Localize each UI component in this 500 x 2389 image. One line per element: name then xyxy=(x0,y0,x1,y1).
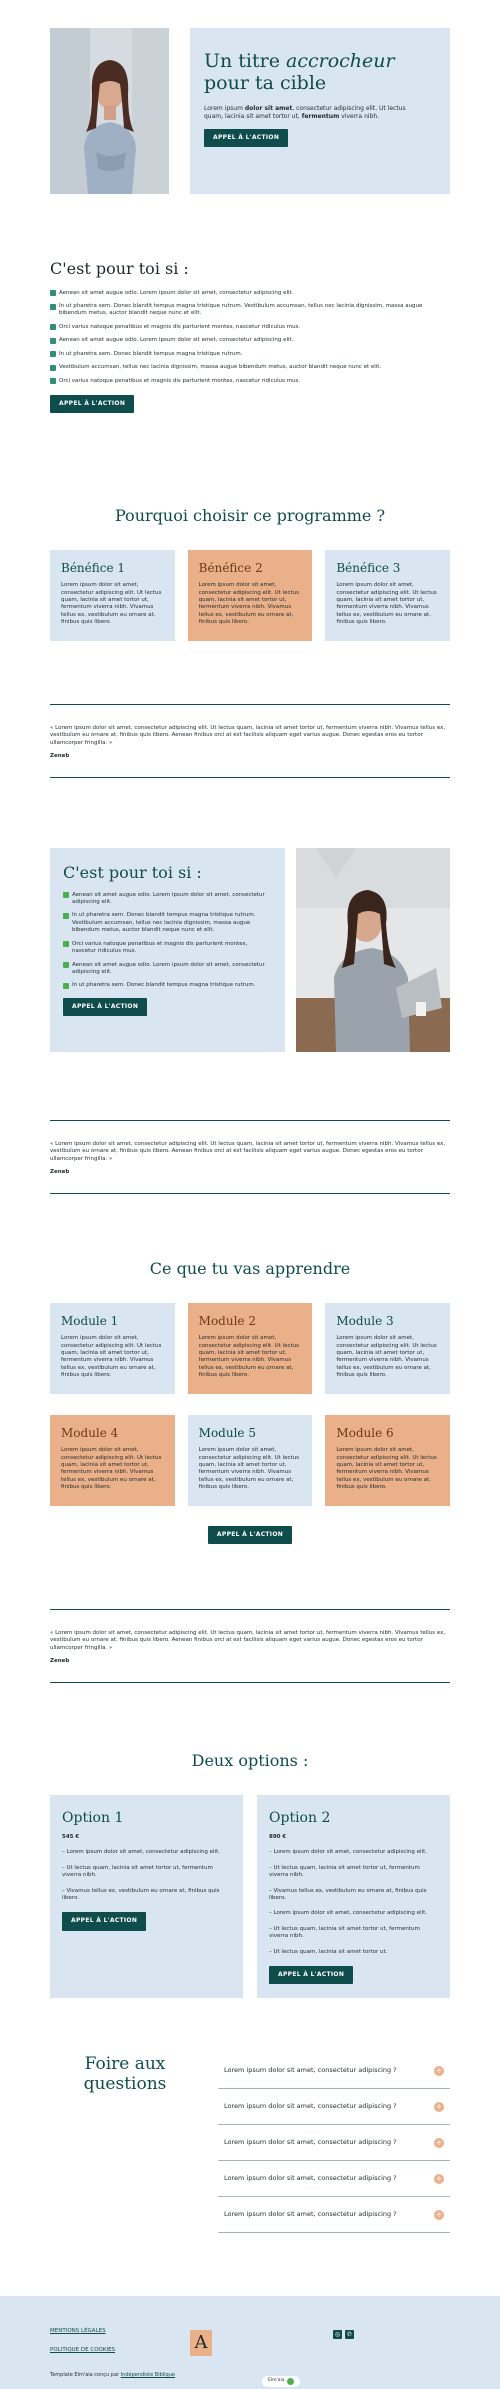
checklist-item xyxy=(50,364,450,371)
testimonial-2 xyxy=(50,1120,450,1194)
for-you-2-list xyxy=(63,892,272,990)
benefit-text: Lorem ipsum dolor sit amet, consectetur adipiscing elit. Ut lectus quam, lacinia sit amet tortor ut, fermentum viverra nibh. Vivamus tellus ex, vestibulum eu ornare at, finibus quis libero. xyxy=(336,582,437,626)
module-card xyxy=(50,1303,175,1394)
checklist-item xyxy=(63,982,272,989)
modules-row xyxy=(50,1303,450,1394)
woman-laptop-image xyxy=(296,848,450,1052)
plus-icon[interactable]: + xyxy=(435,2101,443,2111)
checkbox-icon xyxy=(50,378,56,384)
checklist-item xyxy=(63,941,272,956)
module-card xyxy=(325,1415,450,1506)
learn-cta-wrap xyxy=(50,1526,450,1544)
checklist-item xyxy=(63,962,272,977)
for-you-title: C'est pour toi si : xyxy=(50,259,189,278)
checklist-item xyxy=(63,892,272,907)
for-you-cta-button[interactable]: APPEL À L'ACTION xyxy=(50,395,134,413)
option-feature: – Ut lectus quam, lacinia sit amet tortor ut, fermentum viverra nibh. xyxy=(62,1864,213,1879)
faq-title-wrap xyxy=(50,2054,200,2095)
plus-icon[interactable]: + xyxy=(435,2173,443,2183)
module-title: Module 1 xyxy=(61,1314,119,1328)
option-feature: – Ut lectus quam, lacinia sit amet tortor ut, fermentum viverra nibh. xyxy=(269,1864,420,1879)
checkbox-icon xyxy=(63,941,69,947)
cookies-link[interactable]: POLITIQUE DE COOKIES xyxy=(50,2347,116,2354)
faq-title: Foire aux questions xyxy=(83,2054,167,2095)
testimonial-text: « Lorem ipsum dolor sit amet, consectetur adipiscing elit. Ut lectus quam, lacinia sit amet tortor ut, fermentum viverra nibh. Vivamus tellus ex, vestibulum eu ornare at, finibus quis libero. Aenean finibus orci at est facilisis aliquam eget varius augue. Donec egestas eros eu tortor ullamcorper fringilla. » xyxy=(50,725,446,746)
woman-portrait-image xyxy=(50,28,169,194)
checklist-item-text: Vestibulum accumsan, tellus nec lacinia dignissim, massa augue bibendum metus, auctor blandit neque nunc et elit. xyxy=(59,364,382,371)
checklist-item xyxy=(50,351,450,358)
option-card xyxy=(257,1795,450,1998)
testimonial-author: Zeneb xyxy=(50,753,70,760)
faq-question: Lorem ipsum dolor sit amet, consectetur adipiscing ? xyxy=(224,2066,397,2075)
option-features xyxy=(62,1849,231,1902)
option-feature: – Vivamus tellus ex, vestibulum eu ornare at, finibus quis libero. xyxy=(62,1887,220,1901)
site-logo: A xyxy=(190,2330,212,2356)
benefit-text: Lorem ipsum dolor sit amet, consectetur adipiscing elit. Ut lectus quam, lacinia sit amet tortor ut, fermentum viverra nibh. Vivamus tellus ex, vestibulum eu ornare at, finibus quis libero. xyxy=(198,582,300,626)
checklist-item-text: Aenean sit amet augue odio. Lorem ipsum dolor sit amet, consectetur adipiscing elit. xyxy=(72,891,265,906)
module-title: Module 5 xyxy=(198,1426,256,1440)
checklist-item xyxy=(63,912,272,934)
option-feature: – Lorem ipsum dolor sit amet, consectetur adipiscing elit. xyxy=(269,1910,427,1917)
options-grid xyxy=(50,1795,450,1998)
modules-row xyxy=(50,1415,450,1506)
checklist-item-text: Aenean sit amet augue odio. Lorem ipsum dolor sit amet, consectetur adipiscing elit. xyxy=(72,961,265,975)
module-card xyxy=(188,1303,313,1394)
checkbox-icon xyxy=(63,983,69,989)
module-title: Module 4 xyxy=(61,1426,119,1440)
module-text: Lorem ipsum dolor sit amet, consectetur adipiscing elit. Ut lectus quam, lacinia sit amet tortor ut, fermentum viverra nibh. Vivamus tellus ex, vestibulum eu ornare at, finibus quis libero. xyxy=(336,1335,437,1379)
option-cta-button[interactable]: APPEL À L'ACTION xyxy=(269,1966,353,1984)
checklist-item xyxy=(50,337,450,344)
testimonial-author: Zeneb xyxy=(50,1658,70,1665)
faq-item[interactable] xyxy=(218,2125,450,2161)
faq-question: Lorem ipsum dolor sit amet, consectetur adipiscing ? xyxy=(224,2210,397,2219)
social-links xyxy=(333,2330,357,2339)
module-title: Module 2 xyxy=(198,1314,256,1328)
checkbox-icon xyxy=(63,892,69,898)
benefit-title: Bénéfice 2 xyxy=(198,561,263,575)
module-text: Lorem ipsum dolor sit amet, consectetur adipiscing elit. Ut lectus quam, lacinia sit amet tortor ut, fermentum viverra nibh. Vivamus tellus ex, vestibulum eu ornare at, finibus quis libero. xyxy=(198,1335,300,1379)
learn-title: Ce que tu vas apprendre xyxy=(149,1259,351,1278)
faq-question: Lorem ipsum dolor sit amet, consectetur adipiscing ? xyxy=(224,2102,397,2111)
faq-item[interactable] xyxy=(218,2053,450,2089)
checklist-item-text: Orci varius natoque penatibus et magnis dis parturient montes, nascetur ridiculus mus. xyxy=(72,940,248,955)
benefit-title: Bénéfice 1 xyxy=(61,561,126,575)
option-features xyxy=(269,1849,438,1956)
checkbox-icon xyxy=(50,351,56,357)
woman-laptop-photo xyxy=(296,848,450,1052)
why-section xyxy=(50,505,450,527)
benefit-text: Lorem ipsum dolor sit amet, consectetur adipiscing elit. Ut lectus quam, lacinia sit amet tortor ut, fermentum viverra nibh. Vivamus tellus ex, vestibulum eu ornare at, finibus quis libero. xyxy=(61,582,162,626)
option-card xyxy=(50,1795,243,1998)
for-you-section xyxy=(50,258,450,413)
checklist-item xyxy=(50,378,450,385)
why-title: Pourquoi choisir ce programme ? xyxy=(114,506,386,525)
module-text: Lorem ipsum dolor sit amet, consectetur adipiscing elit. Ut lectus quam, lacinia sit amet tortor ut, fermentum viverra nibh. Vivamus tellus ex, vestibulum eu ornare at, finibus quis libero. xyxy=(61,1447,162,1491)
credit-line: Template Elm'aia conçu par Indépendiste Biblique xyxy=(50,2372,175,2378)
learn-section xyxy=(50,1258,450,1280)
faq-question: Lorem ipsum dolor sit amet, consectetur adipiscing ? xyxy=(224,2174,397,2183)
option-feature: – Ut lectus quam, lacinia sit amet tortor ut, fermentum viverra nibh. xyxy=(269,1925,420,1940)
module-title: Module 6 xyxy=(336,1426,394,1440)
checklist-item xyxy=(50,324,450,331)
testimonial-author: Zeneb xyxy=(50,1169,70,1176)
option-title: Option 2 xyxy=(269,1810,331,1826)
hero-cta-button[interactable]: APPEL À L'ACTION xyxy=(204,129,288,147)
option-cta-button[interactable]: APPEL À L'ACTION xyxy=(62,1912,146,1930)
for-you-2-title: C'est pour toi si : xyxy=(63,863,202,882)
footer xyxy=(0,2296,500,2389)
plus-icon[interactable]: + xyxy=(435,2065,443,2075)
checklist-item-text: Orci varius natoque penatibus et magnis dis parturient montes, nascetur ridiculus mus. xyxy=(59,323,301,330)
benefits-grid xyxy=(50,550,450,641)
benefit-card xyxy=(188,550,313,641)
benefit-card xyxy=(50,550,175,641)
hero-text: Lorem ipsum dolor sit amet, consectetur adipiscing elit. Ut lectus quam, lacinia sit amet tortor ut, fermentum viverra nibh. xyxy=(204,104,406,120)
testimonial-text: « Lorem ipsum dolor sit amet, consectetur adipiscing elit. Ut lectus quam, lacinia sit amet tortor ut, fermentum viverra nibh. Vivamus tellus ex, vestibulum eu ornare at, finibus quis libero. Aenean finibus orci at est facilisis aliquam eget varius augue. Donec egestas eros eu tortor ullamcorper fringilla. » xyxy=(50,1141,446,1162)
checkbox-icon xyxy=(63,913,69,919)
plus-icon[interactable]: + xyxy=(435,2137,443,2147)
module-card xyxy=(50,1415,175,1506)
plus-icon[interactable]: + xyxy=(435,2209,443,2219)
option-feature: – Lorem ipsum dolor sit amet, consectetur adipiscing elit. xyxy=(269,1849,427,1856)
checklist-item-text: In ut pharetra sem. Donec blandit tempus magna tristique rutrum. Vestibulum accumsan, tellus nec lacinia dignissim, massa augue bibendum metus, auctor blandit neque nunc et elit. xyxy=(72,912,256,934)
module-card xyxy=(325,1303,450,1394)
hero-photo xyxy=(50,28,169,194)
benefit-card xyxy=(325,550,450,641)
learn-cta-button[interactable]: APPEL À L'ACTION xyxy=(208,1526,292,1544)
for-you-list xyxy=(50,290,450,385)
checklist-item-text: In ut pharetra sem. Donec blandit tempus magna tristique rutrum. xyxy=(59,350,243,357)
options-title: Deux options : xyxy=(191,1751,309,1770)
options-section xyxy=(50,1750,450,1772)
testimonial-3 xyxy=(50,1609,450,1683)
checklist-item-text: In ut pharetra sem. Donec blandit tempus magna tristique rutrum. xyxy=(72,982,256,989)
for-you-2-section xyxy=(50,848,285,1052)
option-feature: – Vivamus tellus ex, vestibulum eu ornare at, finibus quis libero. xyxy=(269,1887,427,1901)
option-feature: – Ut lectus quam, lacinia sit amet tortor ut. xyxy=(269,1948,388,1955)
hero-title: Un titre accrocheur pour ta cible xyxy=(204,50,395,95)
badge-dot-icon xyxy=(287,2378,294,2385)
checkbox-icon xyxy=(50,338,56,344)
for-you-2-cta-button[interactable]: APPEL À L'ACTION xyxy=(63,998,147,1016)
instagram-icon[interactable]: ◎ xyxy=(334,2331,341,2338)
checklist-item xyxy=(50,303,450,318)
option-feature: – Lorem ipsum dolor sit amet, consectetur adipiscing elit. xyxy=(62,1849,220,1856)
faq-item[interactable] xyxy=(218,2089,450,2125)
testimonial-1 xyxy=(50,704,450,778)
benefit-title: Bénéfice 3 xyxy=(336,561,401,575)
testimonial-text: « Lorem ipsum dolor sit amet, consectetur adipiscing elit. Ut lectus quam, lacinia sit amet tortor ut, fermentum viverra nibh. Vivamus tellus ex, vestibulum eu ornare at, finibus quis libero. Aenean finibus orci at est facilisis aliquam eget varius augue. Donec egestas eros eu tortor ullamcorper fringilla. » xyxy=(50,1630,446,1651)
option-price: 890 € xyxy=(269,1833,287,1840)
checkbox-icon xyxy=(50,290,56,296)
checkbox-icon xyxy=(50,324,56,330)
checklist-item-text: In ut pharetra sem. Donec blandit tempus magna tristique rutrum. Vestibulum accumsan, tellus nec lacinia dignissim, massa augue bibendum metus, auctor blandit neque nunc et elit. xyxy=(59,303,423,317)
module-text: Lorem ipsum dolor sit amet, consectetur adipiscing elit. Ut lectus quam, lacinia sit amet tortor ut, fermentum viverra nibh. Vivamus tellus ex, vestibulum eu ornare at, finibus quis libero. xyxy=(336,1447,437,1491)
modules-grid xyxy=(50,1303,450,1527)
checkbox-icon xyxy=(50,365,56,371)
pinterest-icon[interactable]: ℗ xyxy=(346,2331,353,2338)
checklist-item-text: Orci varius natoque penatibus et magnis dis parturient montes, nascetur ridiculus mus. xyxy=(59,377,301,384)
option-title: Option 1 xyxy=(62,1810,124,1826)
module-title: Module 3 xyxy=(336,1314,394,1328)
legal-link[interactable]: MENTIONS LÉGALES xyxy=(50,2328,106,2334)
module-card xyxy=(188,1415,313,1506)
checklist-item-text: Aenean sit amet augue odio. Lorem ipsum dolor sit amet, consectetur adipiscing elit. xyxy=(59,289,294,296)
module-text: Lorem ipsum dolor sit amet, consectetur adipiscing elit. Ut lectus quam, lacinia sit amet tortor ut, fermentum viverra nibh. Vivamus tellus ex, vestibulum eu ornare at, finibus quis libero. xyxy=(198,1447,300,1491)
faq-list xyxy=(218,2053,450,2233)
badge[interactable]: Elm'aia xyxy=(262,2376,300,2387)
credit-link[interactable]: Indépendiste Biblique xyxy=(120,2372,175,2378)
faq-question: Lorem ipsum dolor sit amet, consectetur adipiscing ? xyxy=(224,2138,397,2147)
option-price: 545 € xyxy=(62,1833,80,1840)
module-text: Lorem ipsum dolor sit amet, consectetur adipiscing elit. Ut lectus quam, lacinia sit amet tortor ut, fermentum viverra nibh. Vivamus tellus ex, vestibulum eu ornare at, finibus quis libero. xyxy=(61,1335,162,1379)
faq-item[interactable] xyxy=(218,2161,450,2197)
checklist-item-text: Aenean sit amet augue odio. Lorem ipsum dolor sit amet, consectetur adipiscing elit. xyxy=(59,337,294,344)
checkbox-icon xyxy=(63,962,69,968)
checklist-item xyxy=(50,290,450,297)
hero-content xyxy=(190,28,450,194)
checkbox-icon xyxy=(50,304,56,310)
faq-item[interactable] xyxy=(218,2197,450,2233)
